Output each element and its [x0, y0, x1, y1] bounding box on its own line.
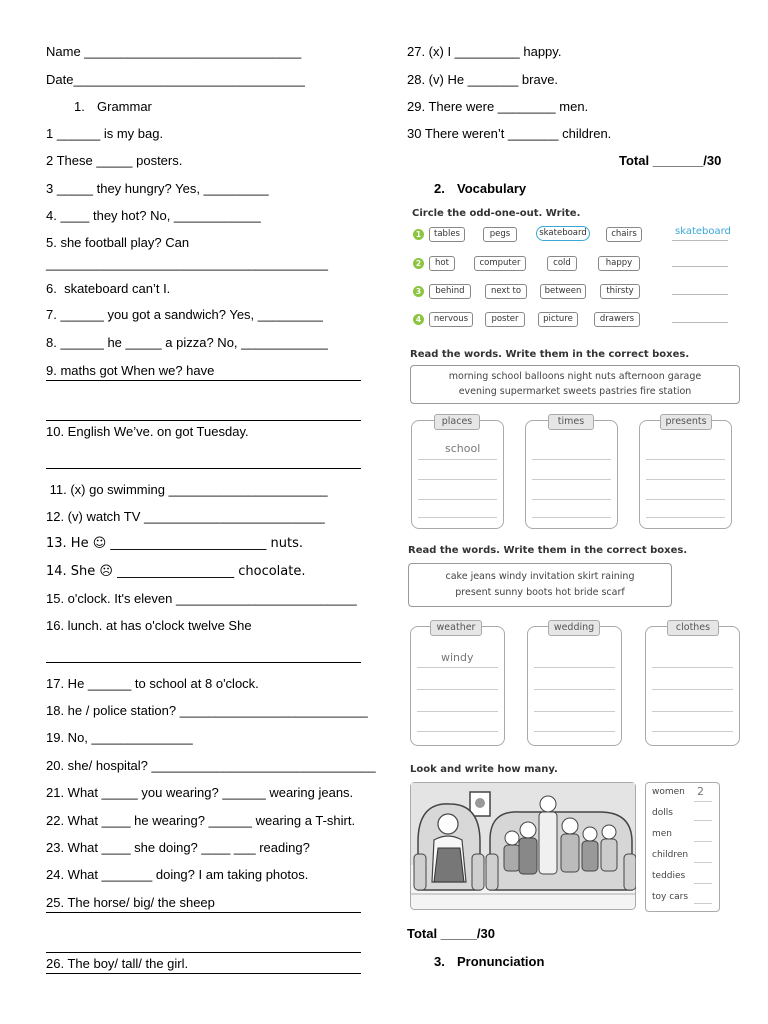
- write-line[interactable]: [652, 711, 733, 712]
- write-line[interactable]: [652, 689, 733, 690]
- word-chip[interactable]: thirsty: [600, 284, 640, 299]
- section-title-pronunciation: Pronunciation: [457, 954, 545, 969]
- question-7: 7. ______ you got a sandwich? Yes, _________: [46, 307, 323, 322]
- answer-line-5[interactable]: _______________________________________: [46, 256, 328, 271]
- row-number: 3: [413, 286, 424, 297]
- question-11: 11. (x) go swimming ______________________: [46, 482, 328, 497]
- write-line[interactable]: [534, 689, 615, 690]
- row-number: 4: [413, 314, 424, 325]
- question-15: 15. o'clock. It's eleven _________________________: [46, 591, 357, 606]
- answer-rule[interactable]: [46, 973, 361, 974]
- write-line[interactable]: [646, 517, 725, 518]
- word-bank-line: cake jeans windy invitation skirt raining: [445, 571, 635, 582]
- word-chip-circled[interactable]: skateboard: [536, 226, 590, 241]
- row-number: 2: [413, 258, 424, 269]
- answer-rule[interactable]: [46, 380, 361, 381]
- write-line[interactable]: [532, 459, 611, 460]
- question-13: 13. He ☺ ________________________ nuts.: [46, 536, 304, 551]
- question-23: 23. What ____ she doing? ____ ___ reading?: [46, 840, 310, 855]
- write-line[interactable]: [532, 517, 611, 518]
- write-line[interactable]: [418, 459, 497, 460]
- question-20: 20. she/ hospital? _______________________________: [46, 758, 376, 773]
- question-1: 1 ______ is my bag.: [46, 126, 164, 141]
- family-picture: [410, 782, 636, 910]
- word-chip[interactable]: poster: [485, 312, 525, 327]
- count-answer-line[interactable]: [694, 862, 712, 863]
- question-24: 24. What _______ doing? I am taking photos.: [46, 867, 309, 882]
- sort-box-label: places: [434, 414, 480, 430]
- count-answer-line[interactable]: [694, 841, 712, 842]
- word-chip[interactable]: drawers: [594, 312, 640, 327]
- answer-rule[interactable]: [46, 468, 361, 469]
- question-16: 16. lunch. at has o'clock twelve She: [46, 618, 252, 633]
- question-19: 19. No, ______________: [46, 730, 193, 745]
- sort-box-times[interactable]: [525, 420, 618, 529]
- write-line[interactable]: [417, 689, 498, 690]
- section-title-vocabulary: Vocabulary: [457, 181, 527, 196]
- exercise-title: Look and write how many.: [410, 764, 558, 775]
- vocabulary-total: Total _____/30: [407, 926, 495, 941]
- answer-rule[interactable]: [46, 952, 361, 953]
- write-line[interactable]: [534, 731, 615, 732]
- question-2: 2 These _____ posters.: [46, 153, 183, 168]
- exercise-title: Read the words. Write them in the correct boxes.: [408, 545, 688, 556]
- answer-example: skateboard: [675, 226, 731, 237]
- word-chip[interactable]: nervous: [429, 312, 473, 327]
- write-line[interactable]: [532, 479, 611, 480]
- question-26: 26. The boy/ tall/ the girl.: [46, 956, 189, 971]
- question-12: 12. (v) watch TV _________________________: [46, 509, 325, 524]
- question-29: 29. There were ________ men.: [407, 99, 589, 114]
- word-chip[interactable]: pegs: [483, 227, 517, 242]
- sort-example: windy: [441, 651, 474, 664]
- question-8: 8. ______ he _____ a pizza? No, ____________: [46, 335, 328, 350]
- count-answer-line[interactable]: [694, 820, 712, 821]
- word-bank-line: present sunny boots hot bride scarf: [455, 587, 625, 598]
- question-22: 22. What ____ he wearing? ______ wearing a T-shirt.: [46, 813, 356, 828]
- word-chip[interactable]: between: [540, 284, 586, 299]
- word-chip[interactable]: computer: [474, 256, 526, 271]
- question-3: 3 _____ they hungry? Yes, _________: [46, 181, 269, 196]
- write-line[interactable]: [417, 711, 498, 712]
- sort-box-label: presents: [660, 414, 712, 430]
- write-line[interactable]: [418, 499, 497, 500]
- count-label: dolls: [652, 808, 673, 818]
- question-28: 28. (v) He _______ brave.: [407, 72, 559, 87]
- sort-box-label: times: [548, 414, 594, 430]
- answer-rule[interactable]: [46, 420, 361, 421]
- question-18: 18. he / police station? __________________________: [46, 703, 368, 718]
- grammar-total: Total _______/30: [619, 153, 722, 168]
- section-title-grammar: Grammar: [97, 99, 152, 114]
- sort-box-places[interactable]: [411, 420, 504, 529]
- sort-box-label: wedding: [548, 620, 600, 636]
- count-label: toy cars: [652, 892, 689, 902]
- sort-example: school: [445, 442, 481, 455]
- word-bank: [408, 563, 672, 607]
- question-21: 21. What _____ you wearing? ______ wearing jeans.: [46, 785, 354, 800]
- date-field[interactable]: Date________________________________: [46, 72, 305, 87]
- question-9: 9. maths got When we? have: [46, 363, 215, 378]
- word-bank: [410, 365, 740, 404]
- count-example: 2: [697, 785, 704, 798]
- write-line[interactable]: [652, 731, 733, 732]
- question-14: 14. She ☹ __________________ chocolate.: [46, 564, 306, 579]
- answer-rule[interactable]: [46, 912, 361, 913]
- question-17: 17. He ______ to school at 8 o'clock.: [46, 676, 259, 691]
- sort-box-weather[interactable]: [410, 626, 505, 746]
- count-answer-line[interactable]: [694, 903, 712, 904]
- sort-box-label: weather: [430, 620, 482, 636]
- sort-box-wedding[interactable]: [527, 626, 622, 746]
- write-line[interactable]: [646, 479, 725, 480]
- answer-line[interactable]: [672, 240, 728, 241]
- answer-line[interactable]: [672, 294, 728, 295]
- word-chip[interactable]: picture: [538, 312, 578, 327]
- word-chip[interactable]: cold: [547, 256, 577, 271]
- write-line[interactable]: [534, 711, 615, 712]
- word-chip[interactable]: chairs: [606, 227, 642, 242]
- write-line[interactable]: [646, 459, 725, 460]
- question-5: 5. she football play? Can: [46, 235, 190, 250]
- write-line[interactable]: [417, 667, 498, 668]
- write-line[interactable]: [418, 517, 497, 518]
- word-chip[interactable]: happy: [598, 256, 640, 271]
- question-27: 27. (x) I _________ happy.: [407, 44, 562, 59]
- question-4: 4. ____ they hot? No, ____________: [46, 208, 261, 223]
- write-line[interactable]: [652, 667, 733, 668]
- word-bank-line: evening supermarket sweets pastries fire station: [458, 386, 692, 397]
- write-line[interactable]: [534, 667, 615, 668]
- write-line[interactable]: [417, 731, 498, 732]
- section-number: 3.: [434, 954, 445, 969]
- write-line[interactable]: [532, 499, 611, 500]
- word-chip[interactable]: tables: [429, 227, 465, 242]
- word-chip[interactable]: next to: [485, 284, 527, 299]
- exercise-title: Circle the odd-one-out. Write.: [412, 208, 581, 219]
- count-answer-line[interactable]: [694, 883, 712, 884]
- word-bank-line: morning school balloons night nuts afternoon garage: [448, 371, 702, 382]
- section-number: 1.: [74, 99, 85, 114]
- exercise-title: Read the words. Write them in the correct boxes.: [410, 349, 690, 360]
- section-number: 2.: [434, 181, 445, 196]
- write-line[interactable]: [646, 499, 725, 500]
- count-label: teddies: [652, 871, 686, 881]
- answer-rule[interactable]: [46, 662, 361, 663]
- count-answer-line[interactable]: [694, 801, 712, 802]
- count-label: children: [652, 850, 689, 860]
- write-line[interactable]: [418, 479, 497, 480]
- name-field[interactable]: Name ______________________________: [46, 44, 302, 59]
- answer-line[interactable]: [672, 266, 728, 267]
- row-number: 1: [413, 229, 424, 240]
- answer-line[interactable]: [672, 322, 728, 323]
- count-table: [645, 782, 720, 912]
- word-chip[interactable]: behind: [429, 284, 471, 299]
- sort-box-label: clothes: [667, 620, 719, 636]
- count-label: women: [652, 787, 685, 797]
- count-label: men: [652, 829, 673, 839]
- sort-box-presents[interactable]: [639, 420, 732, 529]
- sort-box-clothes[interactable]: [645, 626, 740, 746]
- question-30: 30 There weren’t _______ children.: [407, 126, 612, 141]
- word-chip[interactable]: hot: [429, 256, 455, 271]
- question-25: 25. The horse/ big/ the sheep: [46, 895, 215, 910]
- question-6: 6. skateboard can’t I.: [46, 281, 171, 296]
- question-10: 10. English We’ve. on got Tuesday.: [46, 424, 249, 439]
